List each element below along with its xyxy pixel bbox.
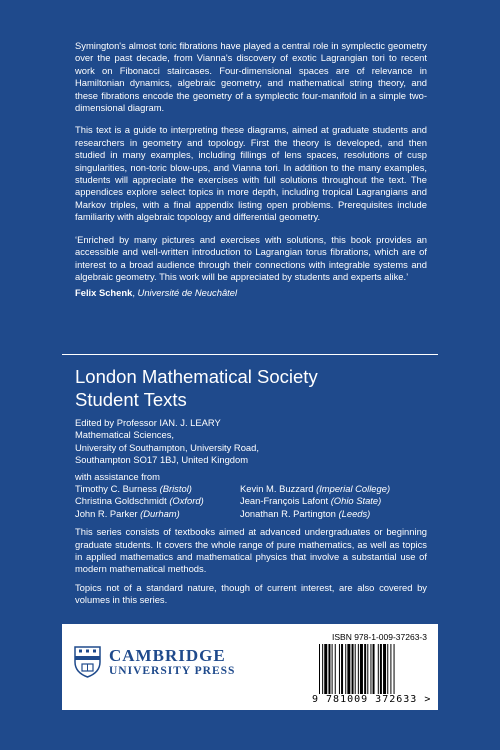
reviewer-affiliation: Université de Neuchâtel: [137, 287, 238, 299]
assistant-entry: Kevin M. Buzzard (Imperial College): [240, 483, 391, 495]
isbn-label: ISBN 978-1-009-37263-3: [332, 632, 427, 642]
barcode-number: 9 781009 372633 >: [312, 694, 432, 705]
blurb-paragraph-1: Symington's almost toric fibrations have played a central role in symplectic geometry over the past decade, from Vianna's discovery of exotic Lagrangian tori to recent work on Fibonacci staircases. Four-dimensional spaces are of relevance in Hamiltonian dynamics, algebraic geometry, and mathematical string theory, and these fibrations encode the geometry of a symplectic four-manifold in a simple two-dimensional diagram.: [75, 40, 427, 114]
publisher-name-line-2: UNIVERSITY PRESS: [109, 664, 236, 677]
publisher-logo: [74, 642, 274, 682]
editor-line-3: University of Southampton, University Road,: [75, 441, 259, 453]
editor-line-1: Edited by Professor IAN. J. LEARY: [75, 417, 221, 428]
editor-line-2: Mathematical Sciences,: [75, 429, 175, 441]
publisher-footer: [62, 624, 438, 710]
series-title-line-2: Student Texts: [75, 389, 187, 410]
reviewer-name: Felix Schenk: [75, 287, 133, 299]
series-info: [75, 365, 427, 607]
series-title-line-1: London Mathematical Society: [75, 366, 318, 387]
assistant-entry: John R. Parker (Durham): [75, 507, 180, 519]
series-description-2: Topics not of a standard nature, though of current interest, are also covered by volumes in this series.: [75, 581, 427, 606]
editor-line-4: Southampton SO17 1BJ, United Kingdom: [75, 454, 249, 466]
review-credit: Felix Schenk, Université de Neuchâtel: [75, 287, 238, 299]
series-title: [75, 365, 427, 411]
publisher-name-line-1: CAMBRIDGE: [109, 645, 226, 665]
cambridge-crest-icon: [74, 646, 101, 678]
assistance-label: with assistance from: [75, 470, 160, 482]
assistant-entry: Timothy C. Burness (Bristol): [75, 483, 192, 495]
series-description-1: This series consists of textbooks aimed at advanced undergraduates or beginning graduate students. It covers the whole range of pure mathematics, as well as topics in applied mathematics and mathematical physics that involve a substantial use of modern mathematical methods.: [75, 526, 427, 575]
assistant-entry: Jonathan R. Partington (Leeds): [240, 507, 371, 519]
section-divider: [62, 354, 438, 355]
assistant-editors: [75, 483, 427, 520]
series-editor: [75, 417, 427, 467]
assistant-entry: Christina Goldschmidt (Oxford): [75, 495, 204, 507]
barcode: [317, 644, 427, 694]
assistant-entry: Jean-François Lafont (Ohio State): [240, 495, 382, 507]
back-cover-blurb: [75, 40, 427, 310]
blurb-paragraph-2: This text is a guide to interpreting these diagrams, aimed at graduate students and researchers in geometry and topology. First the theory is developed, and then studied in many examples, including fillings of lens spaces, resolutions of cusp singularities, non-toric blow-ups, and Vianna tori. In addition to the many examples, students will appreciate the exercises with full solutions throughout the text. The appendices explore select topics in more depth, including tropical Lagrangians and Markov triples, with a final appendix listing open problems. Prerequisites include familiarity with algebraic topology and differential geometry.: [75, 124, 427, 223]
review-quote: ‘Enriched by many pictures and exercises with solutions, this book provides an accessible and well-written introduction to Lagrangian torus fibrations, which are of interest to a broad audience through their connections with integrable systems and algebraic geometry. This work will be appreciated by students and experts alike.’: [75, 233, 427, 282]
